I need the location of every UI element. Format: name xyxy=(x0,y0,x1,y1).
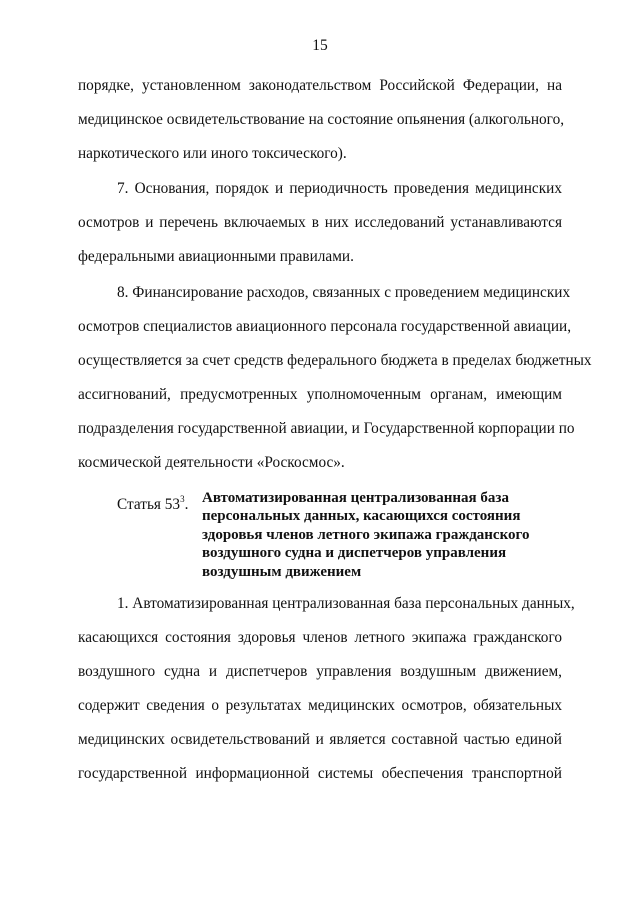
text-line: федеральными авиационными правилами. xyxy=(78,248,354,265)
article-title-line: воздушного судна и диспетчеров управления xyxy=(202,545,507,562)
text-line: государственной информационной системы обеспечения транспортной xyxy=(78,765,562,782)
text-line: 8. Финансирование расходов, связанных с проведением медицинских xyxy=(117,284,571,301)
text-line: 1. Автоматизированная централизованная база персональных данных, xyxy=(117,595,575,612)
article-label-suffix: . xyxy=(184,496,189,513)
article-title-line: персональных данных, касающихся состояния xyxy=(202,508,521,525)
text-line: содержит сведения о результатах медицинских осмотров, обязательных xyxy=(78,697,562,714)
text-line: касающихся состояния здоровья членов летного экипажа гражданского xyxy=(78,629,562,646)
text-line: космической деятельности «Роскосмос». xyxy=(78,454,345,471)
text-line: ассигнований, предусмотренных уполномоченным органам, имеющим xyxy=(78,386,562,403)
text-line: наркотического или иного токсического). xyxy=(78,145,347,162)
text-line: осмотров специалистов авиационного персонала государственной авиации, xyxy=(78,318,572,335)
article-title-line: воздушным движением xyxy=(202,563,362,580)
text-line: воздушного судна и диспетчеров управления воздушным движением, xyxy=(78,663,562,680)
text-line: 7. Основания, порядок и периодичность проведения медицинских xyxy=(117,180,562,197)
article-title-line: здоровья членов летного экипажа гражданского xyxy=(202,526,530,543)
text-line: осуществляется за счет средств федерального бюджета в пределах бюджетных xyxy=(78,352,592,369)
text-line: порядке, установленном законодательством Российской Федерации, на xyxy=(78,77,562,94)
text-line: медицинских освидетельствований и является составной частью единой xyxy=(78,731,562,748)
paragraph-8 xyxy=(78,276,592,480)
article-title xyxy=(202,489,530,581)
text-line: подразделения государственной авиации, и Государственной корпорации по xyxy=(78,420,575,437)
paragraph-continuation xyxy=(78,69,565,171)
article-title-line: Автоматизированная централизованная база xyxy=(202,490,509,506)
text-line: осмотров и перечень включаемых в них исследований устанавливаются xyxy=(78,214,562,231)
article-number: Статья 53 xyxy=(117,496,181,513)
paragraph-1 xyxy=(78,587,575,791)
text-line: медицинское освидетельствование на состояние опьянения (алкогольного, xyxy=(78,111,565,128)
page-number: 15 xyxy=(312,37,328,54)
paragraph-7 xyxy=(78,172,562,274)
article-superscript: 3 xyxy=(180,494,185,504)
article-label xyxy=(117,489,188,515)
